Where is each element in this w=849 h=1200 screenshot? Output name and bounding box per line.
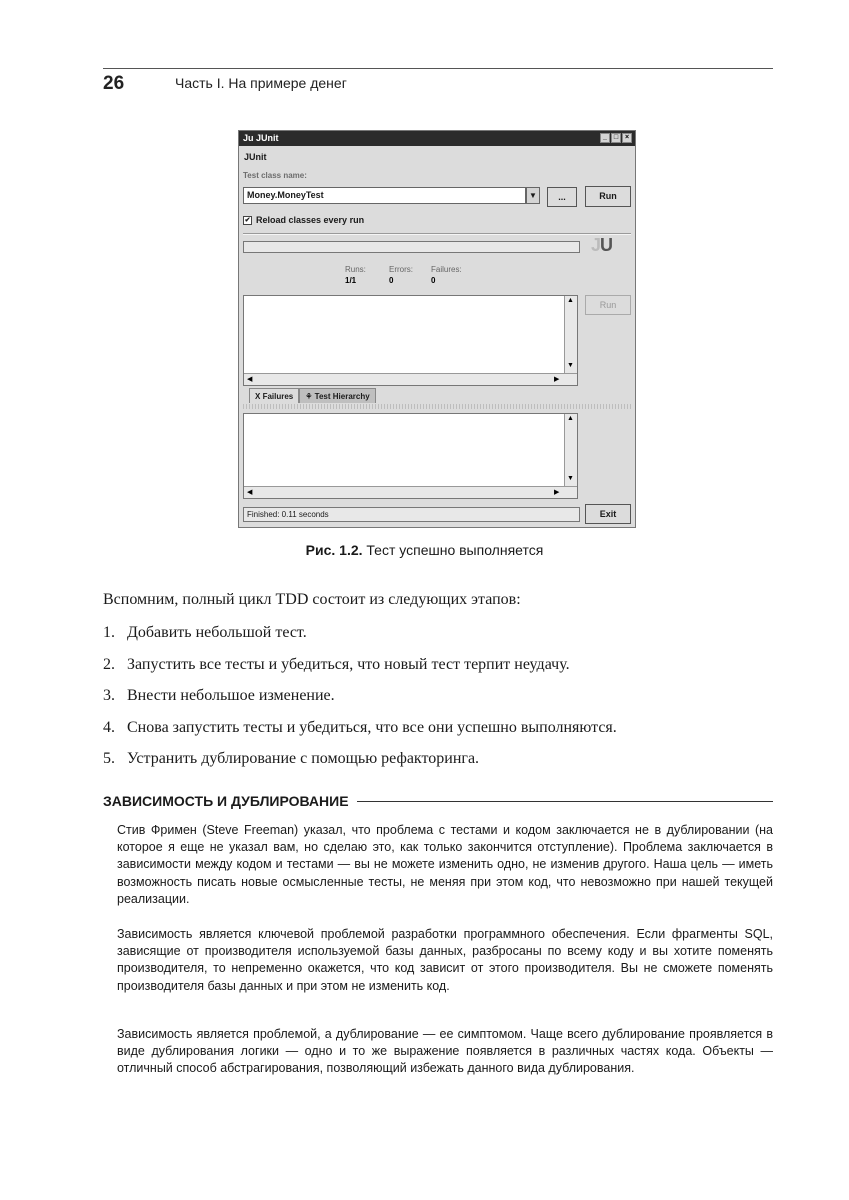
junit-logo-icon: Ju: [243, 133, 254, 143]
page-number: 26: [103, 73, 125, 94]
close-button[interactable]: ×: [622, 133, 632, 143]
sidebar-paragraph: Стив Фримен (Steve Freeman) указал, что проблема с тестами и кодом заключается не в дублировании (на которое я еще не указал вам, но сделаю это, как только закончится отступление). Проблема заключается в зависимости между кодом и тестами — вы не можете изменить одно, не изменив другого. Наша цель — иметь возможность писать новые осмысленные тесты, не меняя при этом код, что невозможно при нашей текущей реализации.: [117, 823, 773, 906]
failure-list[interactable]: [243, 295, 578, 386]
runs-counter: Runs: 1/1: [345, 265, 366, 285]
scroll-up-icon[interactable]: ▲: [567, 415, 574, 422]
title-bar: [239, 131, 635, 146]
failure-x-icon: X: [255, 392, 261, 401]
separator: [243, 233, 631, 235]
horizontal-scrollbar[interactable]: [244, 486, 577, 498]
window-title: JUnit: [256, 133, 279, 143]
header-rule: [103, 68, 773, 69]
list-item: 1. Добавить небольшой тест.: [103, 624, 307, 641]
maximize-button[interactable]: □: [611, 133, 621, 143]
splitter-handle[interactable]: [243, 404, 631, 409]
scroll-down-icon[interactable]: ▼: [567, 475, 574, 482]
run-button[interactable]: Run: [585, 186, 631, 207]
scroll-down-icon[interactable]: ▼: [567, 362, 574, 369]
reload-option: [243, 215, 364, 225]
rerun-button[interactable]: Run: [585, 295, 631, 315]
scroll-right-icon[interactable]: ▶: [554, 376, 560, 383]
vertical-scrollbar[interactable]: [564, 414, 577, 486]
tab-test-hierarchy[interactable]: ⚘ Test Hierarchy: [299, 388, 375, 403]
scroll-right-icon[interactable]: ▶: [554, 489, 560, 496]
scroll-left-icon[interactable]: ◀: [247, 376, 253, 383]
intro-paragraph: Вспомним, полный цикл TDD состоит из следующих этапов:: [103, 591, 521, 608]
sidebar-heading: ЗАВИСИМОСТЬ И ДУБЛИРОВАНИЕ: [103, 793, 773, 809]
heading-rule: [357, 801, 773, 802]
failures-counter: Failures: 0: [431, 265, 462, 285]
tab-bar: [249, 388, 376, 403]
minimize-button[interactable]: _: [600, 133, 610, 143]
vertical-scrollbar[interactable]: [564, 296, 577, 373]
exit-button[interactable]: Exit: [585, 504, 631, 524]
steps-list: [103, 624, 617, 782]
sidebar-paragraph: Зависимость является ключевой проблемой разработки программного обеспечения. Если фрагменты SQL, зависящие от производителя используемой базы данных, разбросаны по всему коду и вы хотите поменять производителя, то непременно окажется, что код зависит от этого производителя. Вы не сможете поменять производителя базы данных и при этом не изменить код.: [117, 927, 773, 993]
ju-logo-icon: JU: [591, 235, 613, 255]
reload-label: Reload classes every run: [256, 215, 365, 225]
detail-panel[interactable]: [243, 413, 578, 499]
tab-failures[interactable]: X Failures: [249, 388, 299, 403]
test-class-input[interactable]: Money.MoneyTest: [243, 187, 526, 204]
scroll-up-icon[interactable]: ▲: [567, 297, 574, 304]
status-bar: Finished: 0.11 seconds: [243, 507, 580, 522]
progress-bar: [243, 241, 580, 253]
figure-caption: Рис. 1.2. Тест успешно выполняется: [305, 542, 544, 558]
hierarchy-icon: ⚘: [305, 392, 313, 401]
junit-window: [238, 130, 636, 528]
list-item: 5. Устранить дублирование с помощью рефакторинга.: [103, 750, 480, 767]
reload-checkbox[interactable]: ✔: [244, 216, 251, 224]
running-head: Часть I. На примере денег: [175, 75, 347, 91]
browse-button[interactable]: ...: [547, 187, 577, 207]
horizontal-scrollbar[interactable]: [244, 373, 577, 385]
list-item: 4. Снова запустить тесты и убедиться, что все они успешно выполняются.: [103, 718, 617, 736]
errors-counter: Errors: 0: [389, 265, 413, 285]
test-class-label: Test class name:: [243, 171, 307, 180]
menu-junit[interactable]: JUnit: [244, 152, 267, 162]
list-item: 2. Запустить все тесты и убедиться, что новый тест терпит неудачу.: [103, 655, 570, 673]
combo-dropdown-button[interactable]: ▼: [526, 187, 540, 204]
sidebar-paragraph: Зависимость является проблемой, а дублирование — ее симптомом. Чаще всего дублирование проявляется в виде дублирования логики — одно и то же выражение появляется в различных частях кода. Объекты — отличный способ абстрагирования, позволяющий избежать данного вида дублирования.: [117, 1027, 773, 1076]
scroll-left-icon[interactable]: ◀: [247, 489, 253, 496]
list-item: 3. Внести небольшое изменение.: [103, 687, 335, 704]
